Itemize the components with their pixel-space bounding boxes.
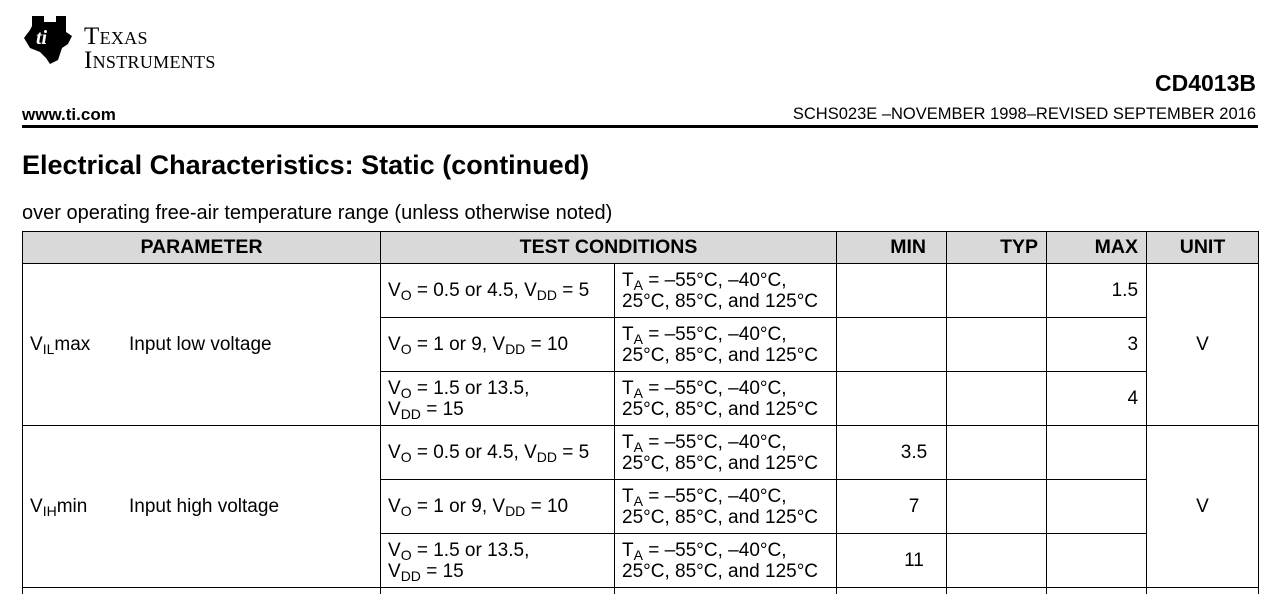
header-min: MIN bbox=[837, 232, 947, 264]
partial-cell bbox=[1147, 588, 1259, 595]
condition-text: V bbox=[388, 280, 401, 301]
condition-subscript: O bbox=[400, 287, 412, 303]
section-subtitle: over operating free-air temperature range (unless otherwise noted) bbox=[22, 202, 613, 224]
max-value bbox=[1047, 426, 1147, 480]
min-value bbox=[837, 318, 947, 372]
parameter-description: Input high voltage bbox=[129, 495, 280, 517]
temp-text: = –55°C, –40°C, bbox=[642, 539, 787, 561]
electrical-characteristics-table bbox=[22, 231, 1259, 594]
unit-cell: V bbox=[1147, 426, 1259, 588]
temp-text: = –55°C, –40°C, bbox=[642, 485, 787, 507]
condition-text: = 0.5 or 4.5, V bbox=[411, 442, 537, 463]
typ-value bbox=[947, 534, 1047, 588]
parameter-description: Input low voltage bbox=[129, 333, 272, 355]
condition-text: = 0.5 or 4.5, V bbox=[411, 280, 537, 301]
temp-text: = –55°C, –40°C, bbox=[642, 377, 787, 399]
parameter-cell bbox=[23, 264, 381, 426]
condition-subscript: O bbox=[400, 341, 412, 357]
temp-text: 25°C, 85°C, and 125°C bbox=[622, 398, 819, 420]
condition-text: V bbox=[388, 398, 401, 420]
temperature-cell bbox=[615, 480, 837, 534]
symbol-suffix: max bbox=[54, 333, 91, 355]
temperature-cell bbox=[615, 372, 837, 426]
table-row bbox=[23, 264, 1259, 318]
partial-cell bbox=[615, 588, 837, 595]
condition-subscript: DD bbox=[536, 287, 557, 303]
symbol-base: V bbox=[30, 333, 43, 355]
typ-value bbox=[947, 372, 1047, 426]
temp-text: 25°C, 85°C, and 125°C bbox=[622, 290, 819, 312]
symbol-subscript: IL bbox=[42, 340, 55, 357]
partial-cell bbox=[381, 588, 615, 595]
temperature-cell bbox=[615, 534, 837, 588]
table-body bbox=[23, 264, 1259, 595]
max-value: 4 bbox=[1047, 372, 1147, 426]
condition-text: = 1.5 or 13.5, bbox=[411, 539, 530, 561]
min-value bbox=[837, 372, 947, 426]
condition-text: V bbox=[388, 560, 401, 582]
table-row bbox=[23, 426, 1259, 480]
table-row-partial bbox=[23, 588, 1259, 595]
temp-text: 25°C, 85°C, and 125°C bbox=[622, 452, 819, 474]
max-value bbox=[1047, 534, 1147, 588]
condition-cell bbox=[381, 318, 615, 372]
ti-logo bbox=[22, 14, 262, 74]
partial-cell bbox=[1047, 588, 1147, 595]
condition-subscript: DD bbox=[505, 503, 526, 519]
temp-text: = –55°C, –40°C, bbox=[642, 431, 787, 453]
condition-text: = 15 bbox=[420, 560, 464, 582]
temp-text: T bbox=[622, 323, 634, 345]
partial-cell bbox=[23, 588, 381, 595]
temp-subscript: A bbox=[633, 546, 643, 563]
condition-text: = 5 bbox=[556, 280, 590, 301]
condition-text: = 10 bbox=[525, 334, 569, 355]
condition-subscript: O bbox=[400, 546, 412, 563]
header-test-conditions: TEST CONDITIONS bbox=[381, 232, 837, 264]
part-number: CD4013B bbox=[1155, 70, 1256, 96]
temp-subscript: A bbox=[633, 276, 643, 293]
temp-text: T bbox=[622, 377, 634, 399]
condition-text: = 5 bbox=[556, 442, 590, 463]
header-max: MAX bbox=[1047, 232, 1147, 264]
typ-value bbox=[947, 426, 1047, 480]
condition-cell bbox=[381, 426, 615, 480]
condition-text: V bbox=[388, 377, 401, 399]
symbol-subscript: IH bbox=[42, 502, 57, 519]
parameter-cell bbox=[23, 426, 381, 588]
temp-text: 25°C, 85°C, and 125°C bbox=[622, 560, 819, 582]
temp-text: 25°C, 85°C, and 125°C bbox=[622, 344, 819, 366]
temp-subscript: A bbox=[633, 384, 643, 401]
unit-cell: V bbox=[1147, 264, 1259, 426]
header-divider bbox=[22, 125, 1258, 128]
temp-subscript: A bbox=[633, 492, 643, 509]
symbol-suffix: min bbox=[56, 495, 88, 517]
table-header-row bbox=[23, 232, 1259, 264]
temperature-cell bbox=[615, 426, 837, 480]
website-link[interactable]: www.ti.com bbox=[22, 105, 116, 124]
temp-subscript: A bbox=[633, 438, 643, 455]
condition-text: V bbox=[388, 496, 401, 517]
condition-subscript: O bbox=[400, 503, 412, 519]
temp-text: = –55°C, –40°C, bbox=[642, 269, 787, 291]
min-value: 11 bbox=[837, 534, 947, 588]
min-value bbox=[837, 264, 947, 318]
temp-subscript: A bbox=[633, 330, 643, 347]
header-typ: TYP bbox=[947, 232, 1047, 264]
condition-text: = 1 or 9, V bbox=[411, 496, 506, 517]
typ-value bbox=[947, 480, 1047, 534]
temp-text: = –55°C, –40°C, bbox=[642, 323, 787, 345]
min-value: 3.5 bbox=[837, 426, 947, 480]
condition-cell bbox=[381, 534, 615, 588]
header-unit: UNIT bbox=[1147, 232, 1259, 264]
typ-value bbox=[947, 318, 1047, 372]
company-name-line1: Texas bbox=[84, 23, 148, 50]
temp-text: T bbox=[622, 269, 634, 291]
condition-subscript: DD bbox=[400, 567, 421, 584]
condition-text: V bbox=[388, 334, 401, 355]
company-name-line2: Instruments bbox=[84, 47, 216, 74]
max-value: 1.5 bbox=[1047, 264, 1147, 318]
min-value: 7 bbox=[837, 480, 947, 534]
parameter-symbol bbox=[23, 496, 129, 518]
temperature-cell bbox=[615, 318, 837, 372]
partial-cell bbox=[837, 588, 947, 595]
condition-subscript: O bbox=[400, 449, 412, 465]
condition-subscript: DD bbox=[400, 405, 421, 422]
svg-text:ti: ti bbox=[36, 27, 48, 49]
condition-text: V bbox=[388, 442, 401, 463]
typ-value bbox=[947, 264, 1047, 318]
condition-cell bbox=[381, 372, 615, 426]
condition-text: = 1.5 or 13.5, bbox=[411, 377, 530, 399]
temp-text: 25°C, 85°C, and 125°C bbox=[622, 506, 819, 528]
section-title: Electrical Characteristics: Static (continued) bbox=[22, 150, 590, 180]
ti-logo-icon bbox=[22, 14, 74, 66]
document-number: SCHS023E –NOVEMBER 1998–REVISED SEPTEMBER 2016 bbox=[792, 105, 1256, 123]
max-value bbox=[1047, 480, 1147, 534]
condition-text: = 1 or 9, V bbox=[411, 334, 506, 355]
header-parameter: PARAMETER bbox=[23, 232, 381, 264]
condition-subscript: O bbox=[400, 384, 412, 401]
condition-subscript: DD bbox=[536, 449, 557, 465]
max-value: 3 bbox=[1047, 318, 1147, 372]
condition-cell bbox=[381, 264, 615, 318]
parameter-symbol bbox=[23, 334, 129, 356]
temp-text: T bbox=[622, 431, 634, 453]
temperature-cell bbox=[615, 264, 837, 318]
condition-text: = 10 bbox=[525, 496, 569, 517]
partial-cell bbox=[947, 588, 1047, 595]
condition-text: = 15 bbox=[420, 398, 464, 420]
condition-text: V bbox=[388, 539, 401, 561]
temp-text: T bbox=[622, 485, 634, 507]
condition-subscript: DD bbox=[505, 341, 526, 357]
temp-text: T bbox=[622, 539, 634, 561]
symbol-base: V bbox=[30, 495, 43, 517]
condition-cell bbox=[381, 480, 615, 534]
